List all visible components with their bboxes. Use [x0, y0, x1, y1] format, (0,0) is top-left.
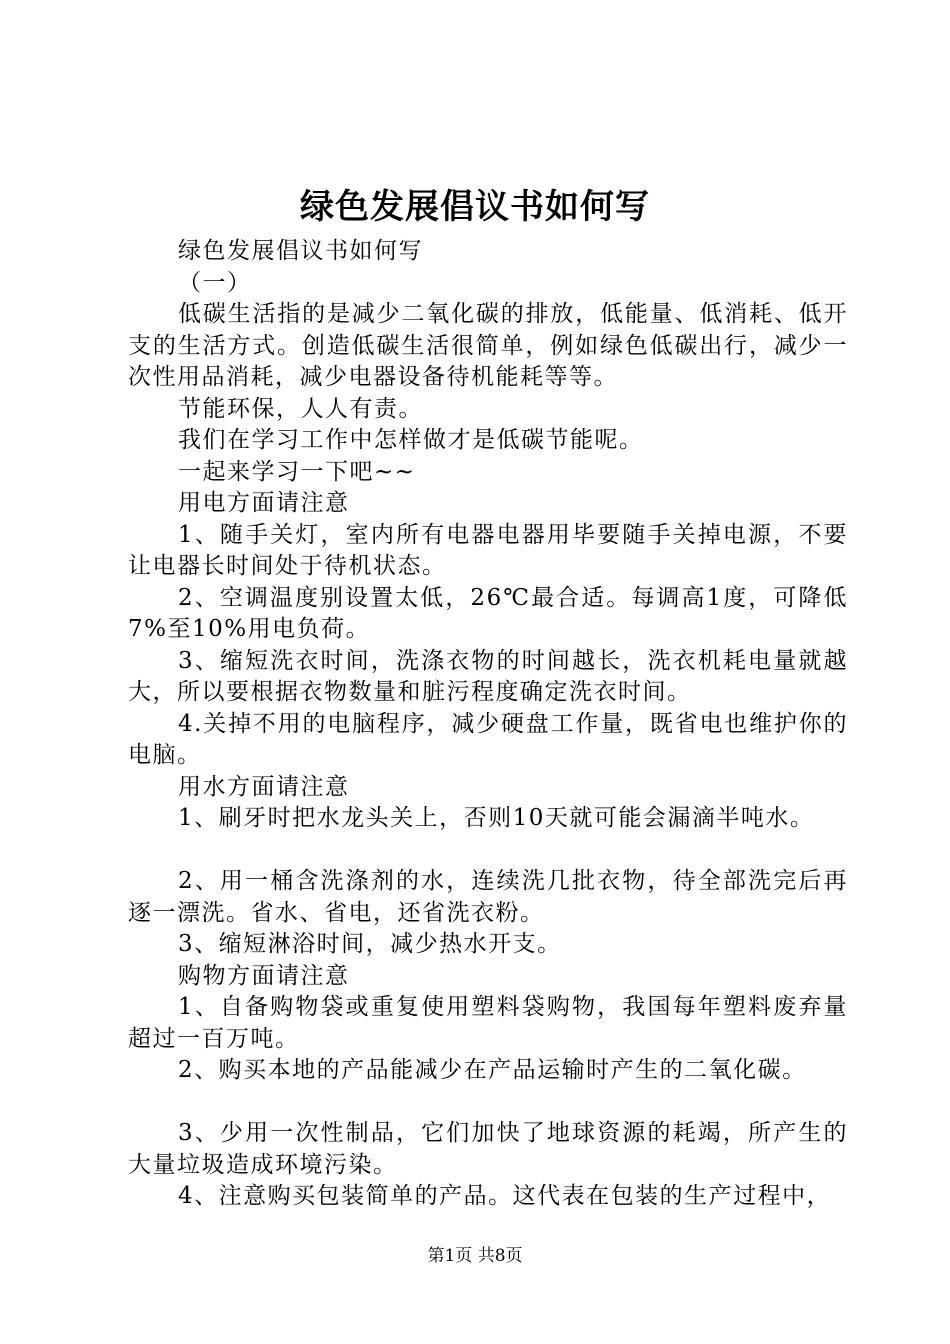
paragraph: 1、刷牙时把水龙头关上，否则10天就可能会漏滴半吨水。 [178, 805, 815, 831]
paragraph: （一） [178, 269, 252, 296]
section-heading: 用水方面请注意 [178, 773, 350, 800]
paragraph: 我们在学习工作中怎样做才是低碳节能呢。 [178, 427, 644, 453]
paragraph: 4、注意购买包装简单的产品。这代表在包装的生产过程中， [178, 1183, 832, 1209]
page-footer: 第1页 共8页 [427, 1246, 523, 1266]
paragraph: 2、购买本地的产品能减少在产品运输时产生的二氧化碳。 [178, 1057, 807, 1083]
paragraph: 1、自备购物袋或重复使用塑料袋购物，我国每年塑料废弃量超过一百万吨。 [128, 994, 848, 1052]
blank-line [128, 1087, 848, 1119]
paragraph: 3、缩短淋浴时间，减少热水开支。 [178, 931, 562, 957]
paragraph: 4.关掉不用的电脑程序，减少硬盘工作量，既省电也维护你的电脑。 [128, 710, 848, 768]
paragraph: 2、空调温度别设置太低，26℃最合适。每调高1度，可降低7%至10%用电负荷。 [128, 584, 848, 642]
paragraph: 2、用一桶含洗涤剂的水，连续洗几批衣物，待全部洗完后再逐一漂洗。省水、省电，还省洗衣粉。 [128, 868, 848, 926]
document-body [128, 236, 848, 1213]
blank-line [128, 835, 848, 867]
paragraph: 低碳生活指的是减少二氧化碳的排放，低能量、低消耗、低开支的生活方式。创造低碳生活很简单，例如绿色低碳出行，减少一次性用品消耗，减少电器设备待机能耗等等。 [128, 301, 848, 390]
section-heading: 购物方面请注意 [178, 962, 350, 989]
section-heading: 用电方面请注意 [178, 490, 350, 516]
paragraph: 绿色发展倡议书如何写 [178, 238, 423, 264]
paragraph: 3、少用一次性制品，它们加快了地球资源的耗竭，所产生的大量垃圾造成环境污染。 [128, 1120, 848, 1178]
paragraph: 1、随手关灯，室内所有电器电器用毕要随手关掉电源，不要让电器长时间处于待机状态。 [128, 521, 848, 579]
document-title: 绿色发展倡议书如何写 [300, 187, 650, 227]
paragraph: 节能环保，人人有责。 [178, 395, 423, 422]
paragraph: 3、缩短洗衣时间，洗涤衣物的时间越长，洗衣机耗电量就越大，所以要根据衣物数量和脏污程度确定洗衣时间。 [128, 647, 848, 705]
paragraph: 一起来学习一下吧~~ [178, 458, 416, 485]
